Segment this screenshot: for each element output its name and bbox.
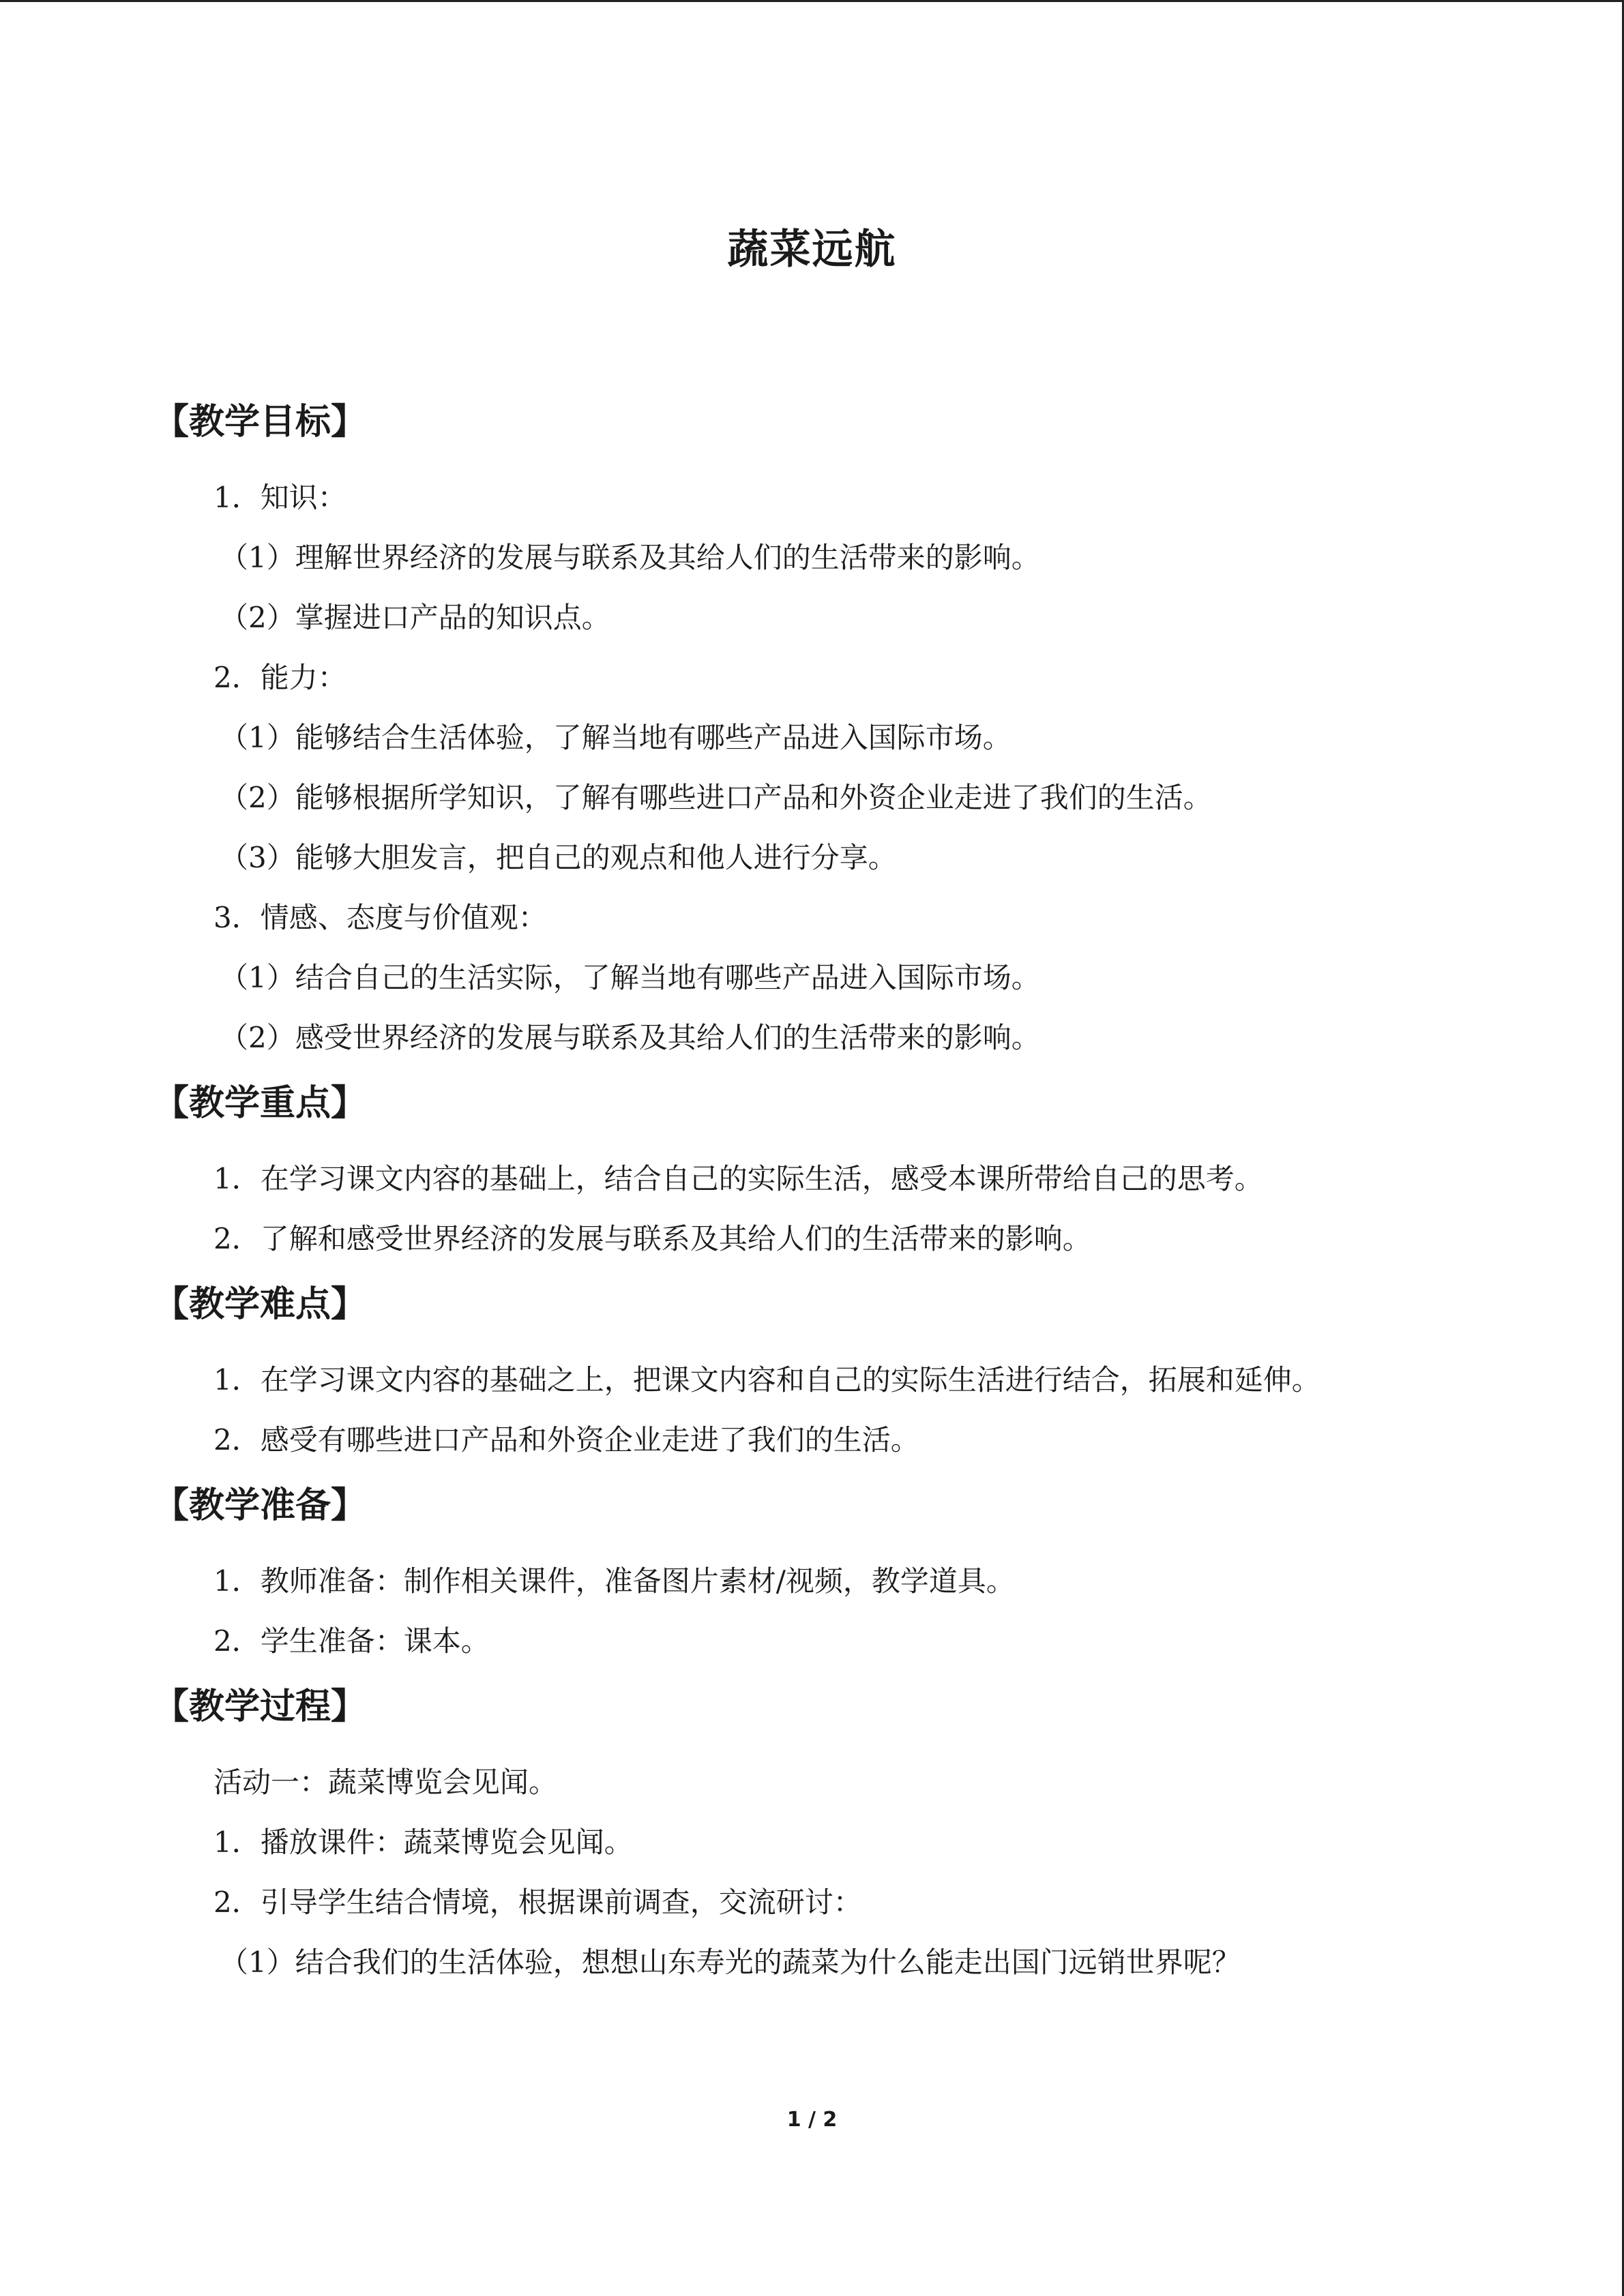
text-line: 3．情感、态度与价值观： [213, 901, 547, 934]
text-line: 2．能力： [213, 661, 346, 694]
page-number: 1 / 2 [786, 2108, 838, 2132]
text-line: 1．知识： [213, 481, 346, 514]
section-heading: 【教学重点】 [153, 1083, 367, 1124]
section-heading: 【教学准备】 [153, 1485, 367, 1526]
section-preparation [153, 1474, 1518, 1671]
section-key-points [153, 1072, 1518, 1269]
text-line: （3）能够大胆发言，把自己的观点和他人进行分享。 [220, 841, 897, 874]
section-heading: 【教学难点】 [153, 1284, 367, 1325]
text-line: 1．在学习课文内容的基础上，结合自己的实际生活，感受本课所带给自己的思考。 [213, 1162, 1263, 1195]
section-difficulties [153, 1273, 1518, 1470]
section-teaching-goals [153, 391, 1518, 1068]
text-line: （2）感受世界经济的发展与联系及其给人们的生活带来的影响。 [220, 1021, 1040, 1054]
text-line: 2．感受有哪些进口产品和外资企业走进了我们的生活。 [213, 1423, 919, 1457]
text-line: （1）结合我们的生活体验，想想山东寿光的蔬菜为什么能走出国门远销世界呢？ [220, 1945, 1241, 1979]
text-line: 2．了解和感受世界经济的发展与联系及其给人们的生活带来的影响。 [213, 1222, 1091, 1255]
text-line: （1）理解世界经济的发展与联系及其给人们的生活带来的影响。 [220, 541, 1040, 574]
text-line: 2．学生准备：课本。 [213, 1624, 490, 1658]
text-line: 活动一：蔬菜博览会见闻。 [213, 1765, 558, 1799]
section-heading: 【教学过程】 [153, 1686, 367, 1727]
text-line: （2）掌握进口产品的知识点。 [220, 601, 610, 634]
document-title: 蔬菜远航 [727, 226, 897, 273]
text-line: 1．在学习课文内容的基础之上，把课文内容和自己的实际生活进行结合，拓展和延伸。 [213, 1363, 1320, 1397]
text-line: 2．引导学生结合情境，根据课前调查，交流研讨： [213, 1885, 862, 1919]
document-body [153, 391, 1518, 1993]
text-line: 1．教师准备：制作相关课件，准备图片素材/视频，教学道具。 [213, 1564, 1015, 1598]
text-line: （2）能够根据所学知识，了解有哪些进口产品和外资企业走进了我们的生活。 [220, 781, 1212, 814]
text-line: （1）结合自己的生活实际，了解当地有哪些产品进入国际市场。 [220, 961, 1040, 994]
section-process [153, 1675, 1518, 1993]
text-line: （1）能够结合生活体验，了解当地有哪些产品进入国际市场。 [220, 721, 1012, 754]
text-line: 1．播放课件：蔬菜博览会见闻。 [213, 1825, 633, 1859]
section-heading: 【教学目标】 [153, 402, 367, 443]
